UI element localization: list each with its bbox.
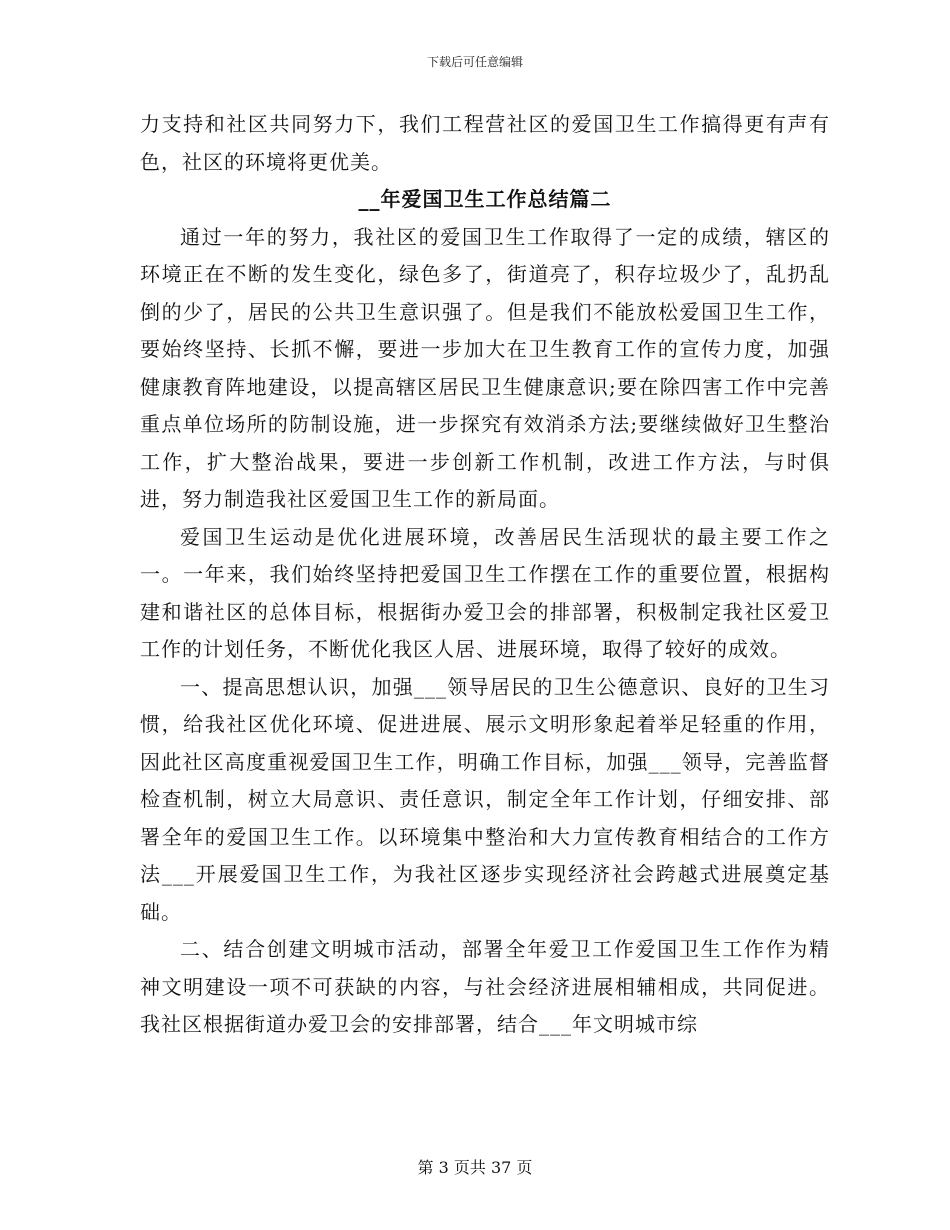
document-body (140, 106, 830, 1044)
paragraph-continuation: 力支持和社区共同努力下，我们工程营社区的爱国卫生工作搞得更有声有色，社区的环境将更优美。 (140, 112, 830, 174)
paragraph-2: 爱国卫生运动是优化进展环境，改善居民生活现状的最主要工作之一。一年来，我们始终坚持把爱国卫生工作摆在工作的重要位置，根据构建和谐社区的总体目标，根据街办爱卫会的排部署，积极制定我社区爱卫工作的计划任务，不断优化我区人居、进展环境，取得了较好的成效。 (140, 524, 830, 661)
paragraph-3: 一、提高思想认识，加强___领导居民的卫生公德意识、良好的卫生习惯，给我社区优化环境、促进进展、展示文明形象起着举足轻重的作用，因此社区高度重视爱国卫生工作，明确工作目标，加强___领导，完善监督检查机制，树立大局意识、责任意识，制定全年工作计划，仔细安排、部署全年的爱国卫生工作。以环境集中整治和大力宣传教育相结合的工作方法___开展爱国卫生工作，为我社区逐步实现经济社会跨越式进展奠定基础。 (140, 674, 830, 924)
section-title: __年爱国卫生工作总结篇二 (358, 187, 612, 211)
paragraph-4: 二、结合创建文明城市活动，部署全年爱卫工作爱国卫生工作作为精神文明建设一项不可获缺的内容，与社会经济进展相辅相成，共同促进。我社区根据街道办爱卫会的安排部署，结合___年文明城市综 (140, 937, 830, 1036)
page-header-note: 下载后可任意编辑 (426, 55, 523, 69)
page-number: 第 3 页共 37 页 (417, 1158, 533, 1177)
paragraph-1: 通过一年的努力，我社区的爱国卫生工作取得了一定的成绩，辖区的环境正在不断的发生变化，绿色多了，街道亮了，积存垃圾少了，乱扔乱倒的少了，居民的公共卫生意识强了。但是我们不能放松爱国卫生工作，要始终坚持、长抓不懈，要进一步加大在卫生教育工作的宣传力度，加强健康教育阵地建设，以提高辖区居民卫生健康意识;要在除四害工作中完善重点单位场所的防制设施，进一步探究有效消杀方法;要继续做好卫生整治工作，扩大整治战果，要进一步创新工作机制，改进工作方法，与时俱进，努力制造我社区爱国卫生工作的新局面。 (140, 224, 830, 511)
